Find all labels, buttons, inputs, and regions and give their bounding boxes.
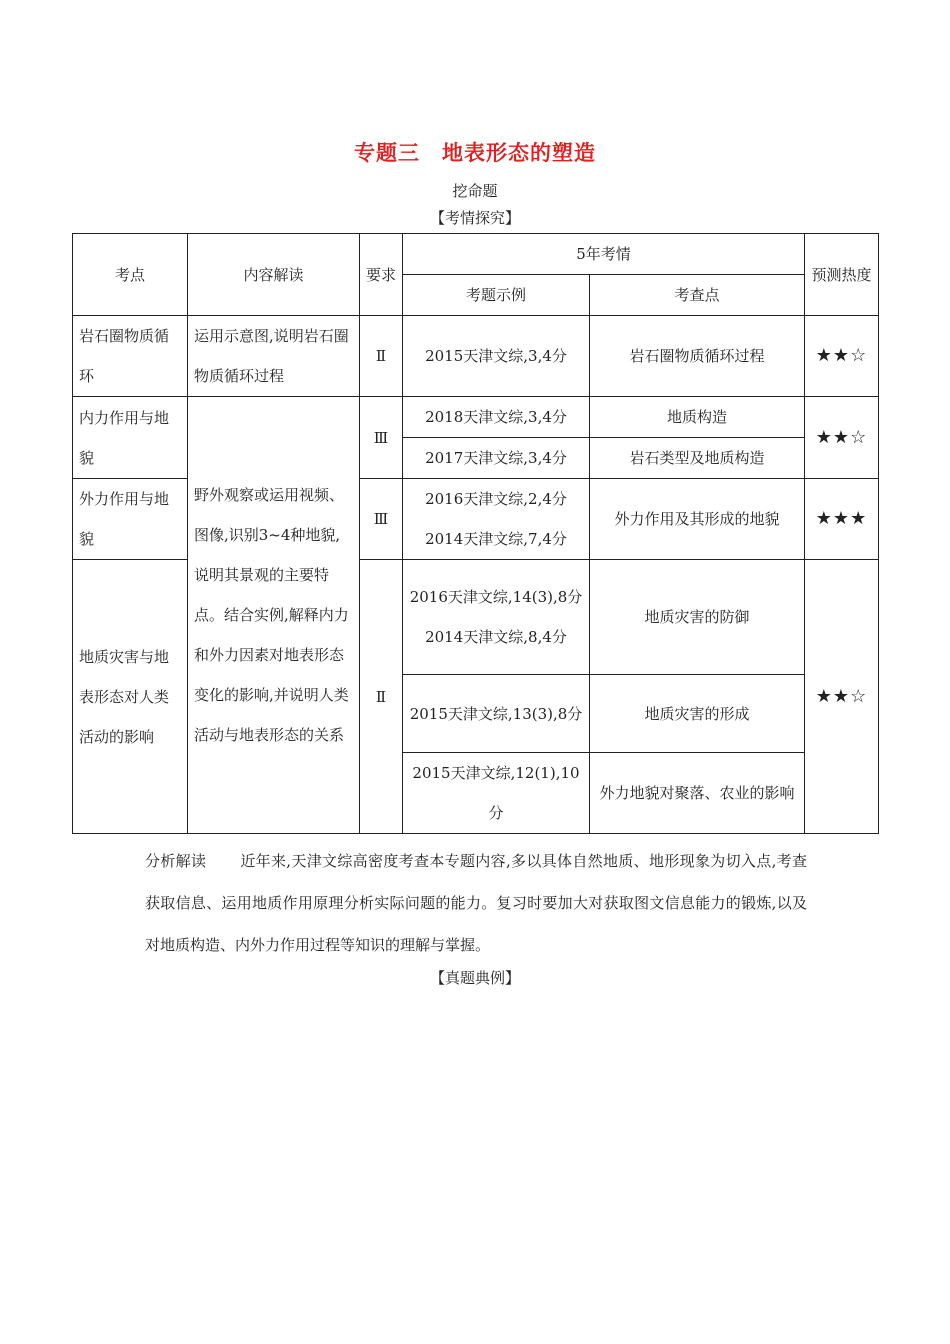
r3-kaochadian: 外力作用及其形成的地貌 [590,479,805,560]
header-kaochadian: 考查点 [590,275,805,316]
r1-stars: ★★☆ [805,316,879,397]
r2-stars: ★★☆ [805,397,879,479]
r2-shili-a: 2018天津文综,3,4分 [403,397,590,438]
r4-kaodian: 地质灾害与地表形态对人类活动的影响 [73,560,188,834]
r2-shili-b: 2017天津文综,3,4分 [403,438,590,479]
r2-kaodian: 内力作用与地貌 [73,397,188,479]
r3-shili [403,479,590,560]
header-yaoqiu: 要求 [360,234,403,316]
analysis-text: 近年来,天津文综高密度考查本专题内容,多以具体自然地质、地形现象为切入点,考查获取信息、运用地质作用原理分析实际问题的能力。复习时要加大对获取图文信息能力的锻炼,以及对地质构造、内外力作用过程等知识的理解与掌握。 [145,852,807,954]
r2-yaoqiu: Ⅲ [360,397,403,479]
r1-kaochadian: 岩石圈物质循环过程 [590,316,805,397]
r4-shili-a1: 2016天津文综,14(3),8分 [409,588,583,606]
header-neirong: 内容解读 [188,234,360,316]
header-five-year: 5年考情 [403,234,805,275]
analysis-paragraph [145,840,807,966]
r4-shili-a [403,560,590,675]
exam-analysis-table [72,233,879,834]
shared-neirong: 野外观察或运用视频、图像,识别3~4种地貌,说明其景观的主要特点。结合实例,解释内力和外力因素对地表形态变化的影响,并说明人类活动与地表形态的关系 [188,397,360,834]
r2-kaochadian-a: 地质构造 [590,397,805,438]
analysis-lead: 分析解读 [145,852,207,870]
r3-shili-b: 2014天津文综,7,4分 [425,530,567,548]
r3-yaoqiu: Ⅲ [360,479,403,560]
section-heading-zhenti: 【真题典例】 [429,969,520,987]
subtitle: 挖命题 [452,182,498,200]
r1-neirong: 运用示意图,说明岩石圈物质循环过程 [188,316,360,397]
r2-kaochadian-b: 岩石类型及地质构造 [590,438,805,479]
r4-yaoqiu: Ⅱ [360,560,403,834]
r4-kaochadian-b: 地质灾害的形成 [590,675,805,753]
r3-shili-a: 2016天津文综,2,4分 [425,490,567,508]
r4-shili-b: 2015天津文综,13(3),8分 [403,675,590,753]
r4-shili-c: 2015天津文综,12(1),10分 [403,753,590,834]
header-kaodian: 考点 [73,234,188,316]
r1-shili: 2015天津文综,3,4分 [403,316,590,397]
r3-kaodian: 外力作用与地貌 [73,479,188,560]
r1-kaodian: 岩石圈物质循环 [73,316,188,397]
r3-stars: ★★★ [805,479,879,560]
r1-yaoqiu: Ⅱ [360,316,403,397]
header-yuce: 预测热度 [805,234,879,316]
page-title: 专题三 地表形态的塑造 [354,140,596,165]
header-shili: 考题示例 [403,275,590,316]
r4-kaochadian-a: 地质灾害的防御 [590,560,805,675]
r4-stars: ★★☆ [805,560,879,834]
r4-kaochadian-c: 外力地貌对聚落、农业的影响 [590,753,805,834]
r4-shili-a2: 2014天津文综,8,4分 [425,628,567,646]
section-heading-kaoqing: 【考情探究】 [429,209,520,227]
